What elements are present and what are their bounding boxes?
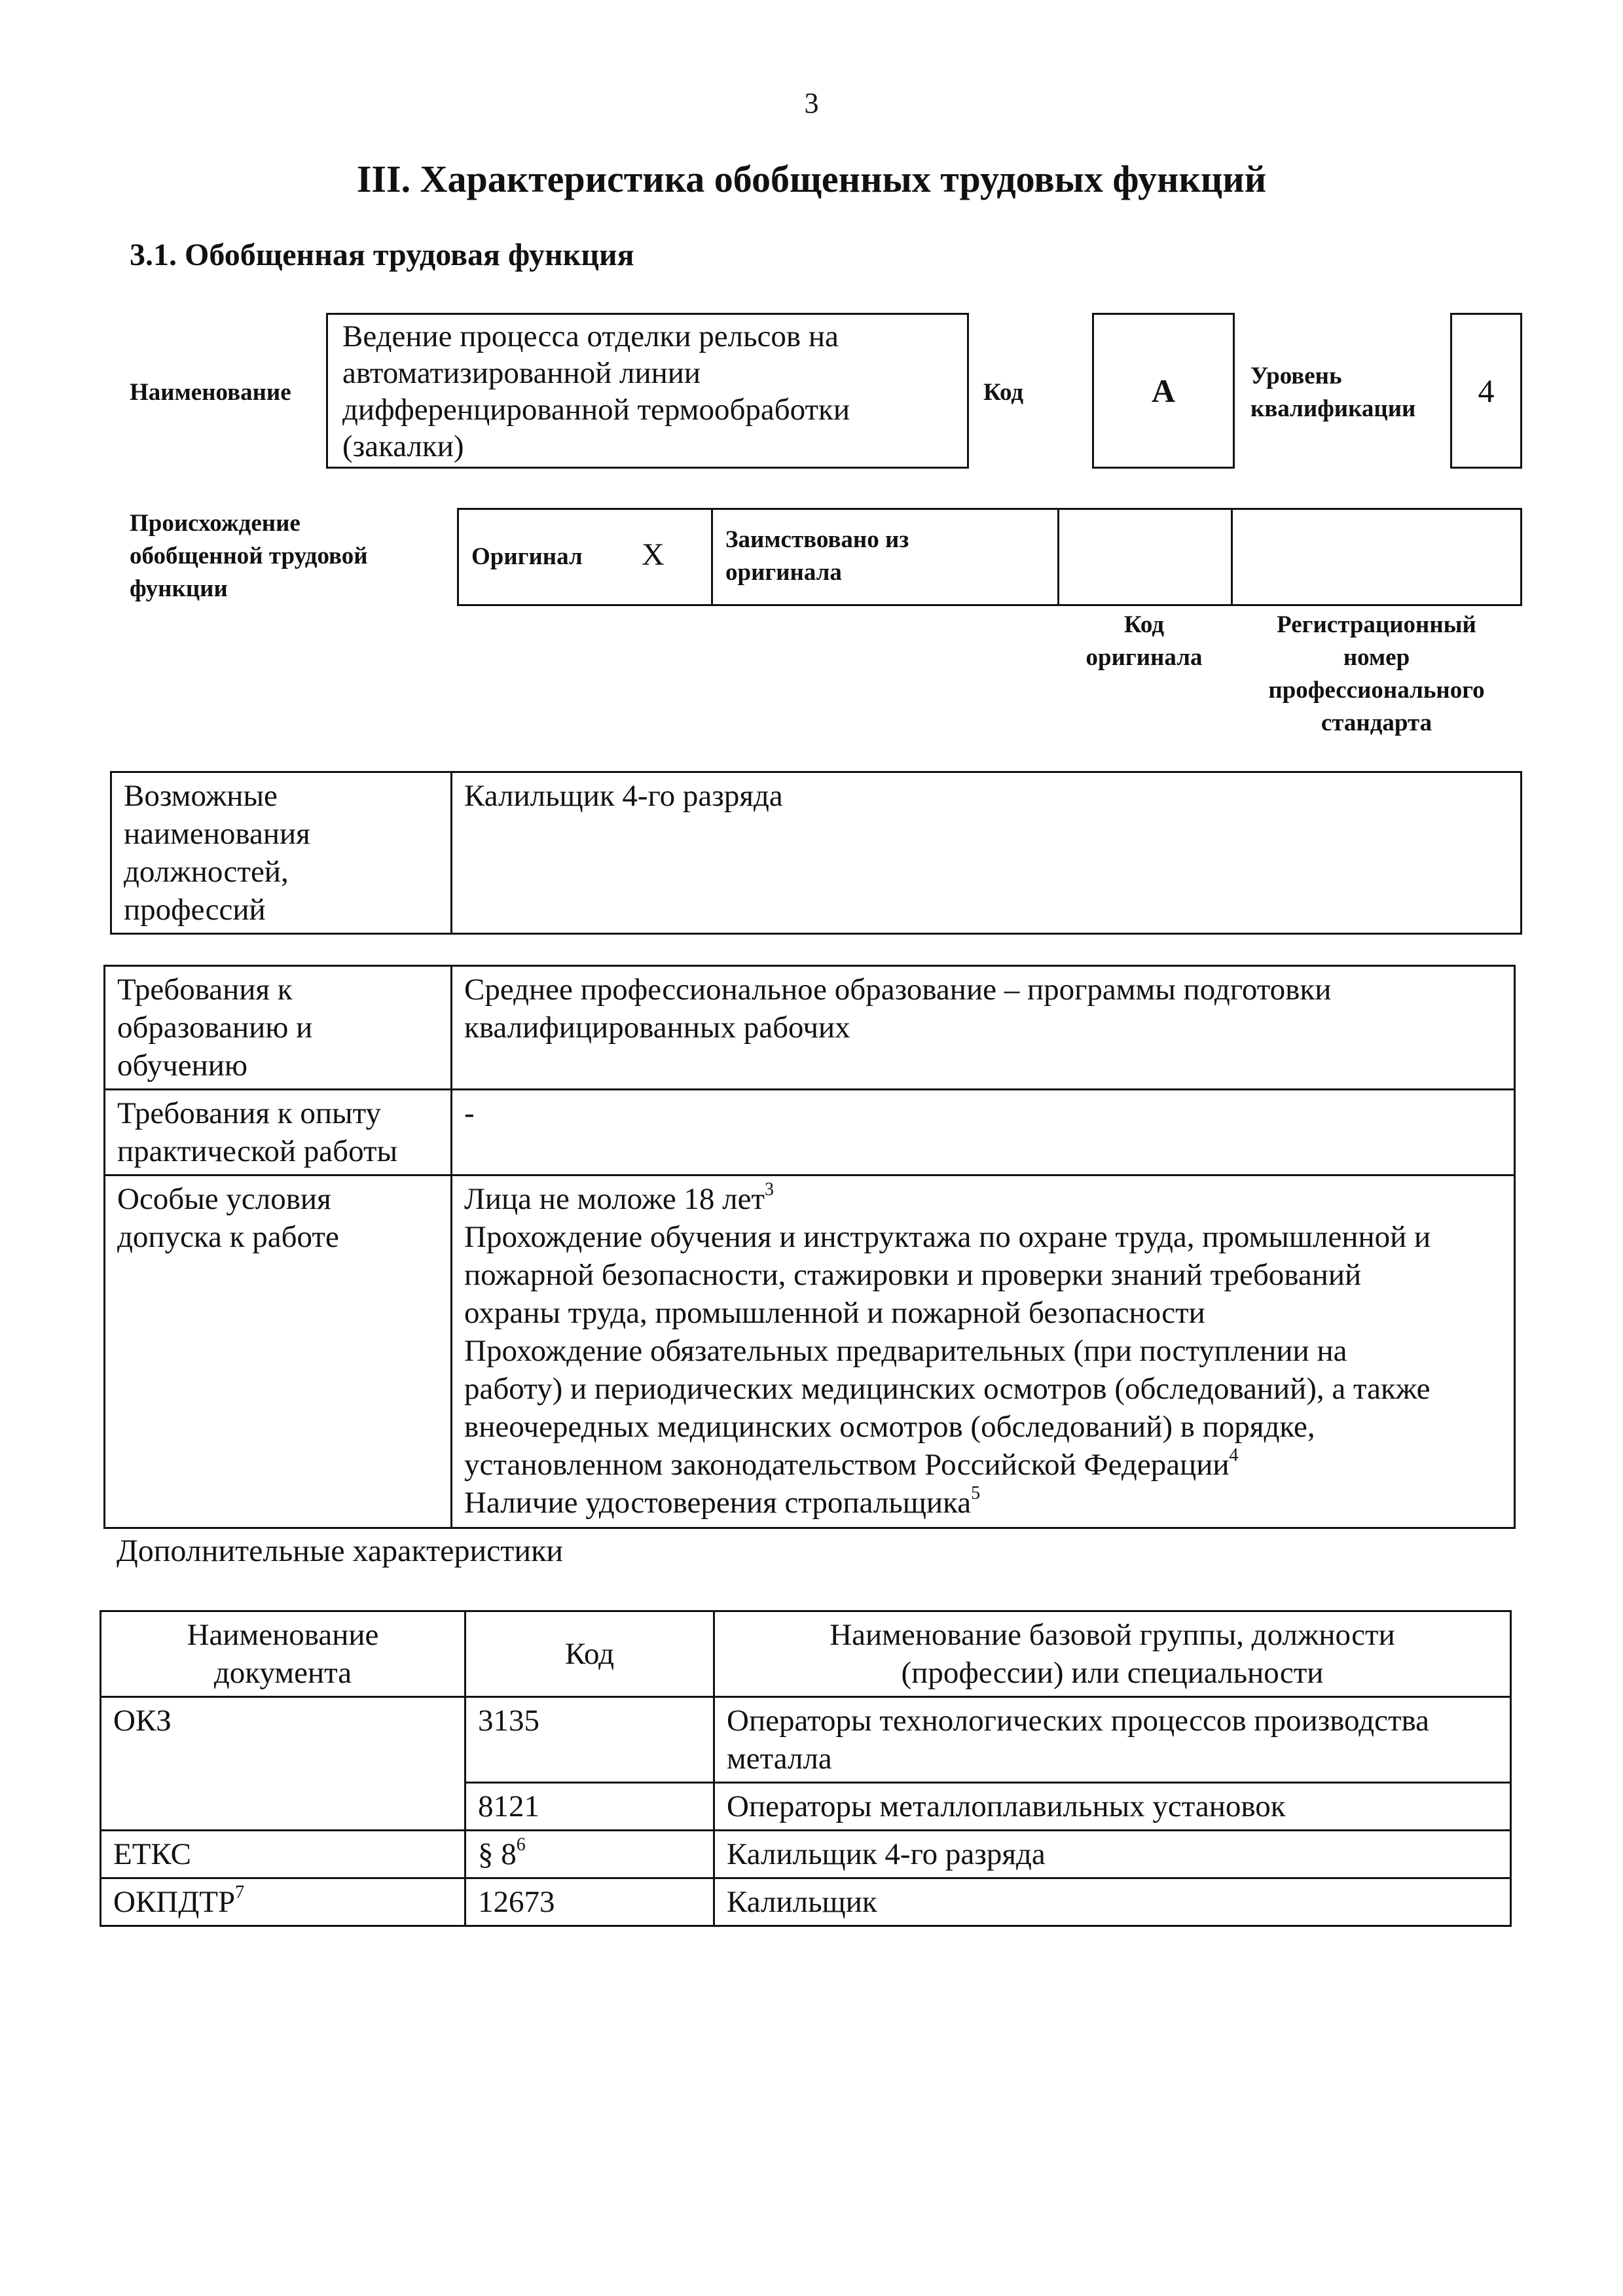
education-label-line: обучению — [117, 1049, 248, 1083]
footnote-marker: 3 — [765, 1179, 775, 1200]
name-line: Калильщик 4-го разряда — [727, 1837, 1046, 1871]
section-title: III. Характеристика обобщенных трудовых функций — [356, 158, 1267, 200]
reg-number-caption-line: Регистрационный — [1277, 611, 1476, 638]
special-value-line: пожарной безопасности, стажировки и проверки знаний требований — [464, 1258, 1362, 1292]
table-row — [111, 772, 1522, 934]
experience-value: - — [464, 1096, 475, 1130]
reg-number-caption-line: номер — [1343, 644, 1410, 671]
education-label-cell — [105, 966, 452, 1090]
doc-text: ОКПДТР — [113, 1885, 236, 1919]
subsection-title: 3.1. Обобщенная трудовая функция — [130, 238, 634, 272]
name-cell — [714, 1783, 1511, 1831]
special-value-text: Лица не моложе 18 лет — [464, 1182, 765, 1216]
experience-label-cell — [105, 1090, 452, 1175]
doc-cell — [101, 1697, 465, 1831]
additional-title: Дополнительные характеристики — [117, 1534, 564, 1568]
doc-value: ОКЗ — [113, 1704, 172, 1738]
doc-cell — [101, 1831, 465, 1878]
name-line: Операторы технологических процессов производства — [727, 1704, 1429, 1738]
footnote-marker: 7 — [235, 1882, 245, 1903]
name-value-line: (закалки) — [342, 429, 464, 463]
level-label — [1250, 360, 1415, 425]
special-value-line — [464, 1484, 1502, 1522]
special-value-line: работу) и периодических медицинских осмотров (обследований), а также — [464, 1372, 1431, 1406]
name-line: металла — [727, 1742, 832, 1776]
header-doc-cell — [101, 1611, 465, 1697]
footnote-marker: 4 — [1229, 1445, 1239, 1466]
header-code-cell — [465, 1611, 714, 1697]
table-row — [101, 1831, 1511, 1878]
positions-value-cell — [452, 772, 1522, 934]
name-line: Калильщик — [727, 1885, 877, 1919]
code-value: 8121 — [478, 1789, 539, 1823]
table-row — [105, 1175, 1515, 1528]
special-label-cell — [105, 1175, 452, 1528]
name-label: Наименование — [130, 379, 291, 406]
positions-label-line: Возможные — [124, 779, 278, 813]
name-cell — [714, 1831, 1511, 1878]
header-doc-line: документа — [213, 1656, 352, 1690]
reg-number-caption-line: профессионального — [1268, 677, 1485, 704]
requirements-table — [103, 965, 1516, 1529]
positions-table — [110, 771, 1522, 935]
header-doc-line: Наименование — [187, 1618, 379, 1652]
special-value-line — [464, 1180, 1502, 1218]
origin-label-line: обобщенной трудовой — [130, 543, 368, 569]
header-code: Код — [564, 1637, 615, 1671]
name-value-box — [326, 313, 969, 469]
borrowed-label-line: оригинала — [725, 559, 842, 586]
code-cell — [465, 1697, 714, 1783]
table-row — [105, 1090, 1515, 1175]
education-label-line: образованию и — [117, 1011, 313, 1045]
footnote-marker: 5 — [971, 1483, 981, 1504]
table-row — [101, 1878, 1511, 1926]
special-value-line: охраны труда, промышленной и пожарной безопасности — [464, 1296, 1205, 1330]
origin-divider — [1231, 508, 1233, 606]
header-group-line: (профессии) или специальности — [901, 1656, 1324, 1690]
positions-value: Калильщик 4-го разряда — [464, 779, 783, 813]
special-label-line: Особые условия — [117, 1182, 331, 1216]
footnote-marker: 6 — [516, 1835, 526, 1856]
code-value-box — [1092, 313, 1235, 469]
table-row — [101, 1697, 1511, 1783]
special-label-line: допуска к работе — [117, 1220, 339, 1254]
special-value-line: внеочередных медицинских осмотров (обследований) в порядке, — [464, 1410, 1315, 1444]
header-group-cell — [714, 1611, 1511, 1697]
doc-value: ЕТКС — [113, 1837, 191, 1871]
origin-divider — [711, 508, 713, 606]
reg-number-caption-line: стандарта — [1321, 709, 1432, 736]
code-cell — [465, 1783, 714, 1831]
origin-label — [130, 507, 368, 605]
education-value-cell — [452, 966, 1515, 1090]
name-cell — [714, 1878, 1511, 1926]
code-original-caption-line: Код — [1123, 611, 1165, 638]
level-value: 4 — [1478, 372, 1495, 409]
name-cell — [714, 1697, 1511, 1783]
code-original-caption — [1057, 609, 1231, 674]
education-value-line: квалифицированных рабочих — [464, 1011, 850, 1045]
name-value-line: Ведение процесса отделки рельсов на — [342, 319, 839, 353]
special-value-cell — [452, 1175, 1515, 1528]
special-value-line — [464, 1446, 1502, 1484]
level-value-box — [1450, 313, 1522, 469]
code-cell — [465, 1878, 714, 1926]
experience-label-line: Требования к опыту — [117, 1096, 382, 1130]
code-value: А — [1151, 372, 1176, 409]
origin-label-line: функции — [130, 575, 228, 602]
origin-table — [457, 508, 1522, 606]
name-value-line: дифференцированной термообработки — [342, 393, 850, 427]
positions-label-line: наименования — [124, 817, 310, 851]
level-label-line: квалификации — [1250, 395, 1416, 422]
table-row — [105, 966, 1515, 1090]
borrowed-label — [725, 524, 909, 589]
code-label: Код — [983, 379, 1024, 406]
code-text: § 8 — [478, 1837, 517, 1871]
page-number: 3 — [804, 87, 819, 119]
positions-label-line: должностей, — [124, 855, 289, 889]
positions-label-cell — [111, 772, 452, 934]
positions-label-line: профессий — [124, 893, 266, 927]
reg-number-caption — [1231, 609, 1522, 740]
table-header-row — [101, 1611, 1511, 1697]
origin-divider — [1057, 508, 1059, 606]
name-value-line: автоматизированной линии — [342, 356, 701, 390]
education-value-line: Среднее профессиональное образование – программы подготовки — [464, 973, 1332, 1007]
code-original-caption-line: оригинала — [1085, 644, 1203, 671]
code-value: 12673 — [478, 1885, 555, 1919]
code-cell — [465, 1831, 714, 1878]
special-value-line: Прохождение обучения и инструктажа по охране труда, промышленной и — [464, 1220, 1431, 1254]
special-value-text: установленном законодательством Российской Федерации — [464, 1448, 1230, 1482]
doc-value — [113, 1883, 452, 1921]
original-mark: Х — [642, 537, 665, 572]
additional-table — [100, 1610, 1512, 1927]
header-group-line: Наименование базовой группы, должности — [830, 1618, 1395, 1652]
borrowed-label-line: Заимствовано из — [725, 526, 909, 553]
code-value: 3135 — [478, 1704, 539, 1738]
level-label-line: Уровень — [1250, 363, 1342, 389]
special-value-text: Наличие удостоверения стропальщика — [464, 1486, 972, 1520]
education-label-line: Требования к — [117, 973, 293, 1007]
original-label: Оригинал — [471, 543, 583, 570]
special-value-line: Прохождение обязательных предварительных (при поступлении на — [464, 1334, 1347, 1368]
code-value — [478, 1835, 701, 1873]
origin-label-line: Происхождение — [130, 510, 301, 537]
name-line: Операторы металлоплавильных установок — [727, 1789, 1286, 1823]
experience-label-line: практической работы — [117, 1134, 398, 1168]
doc-cell — [101, 1878, 465, 1926]
experience-value-cell — [452, 1090, 1515, 1175]
